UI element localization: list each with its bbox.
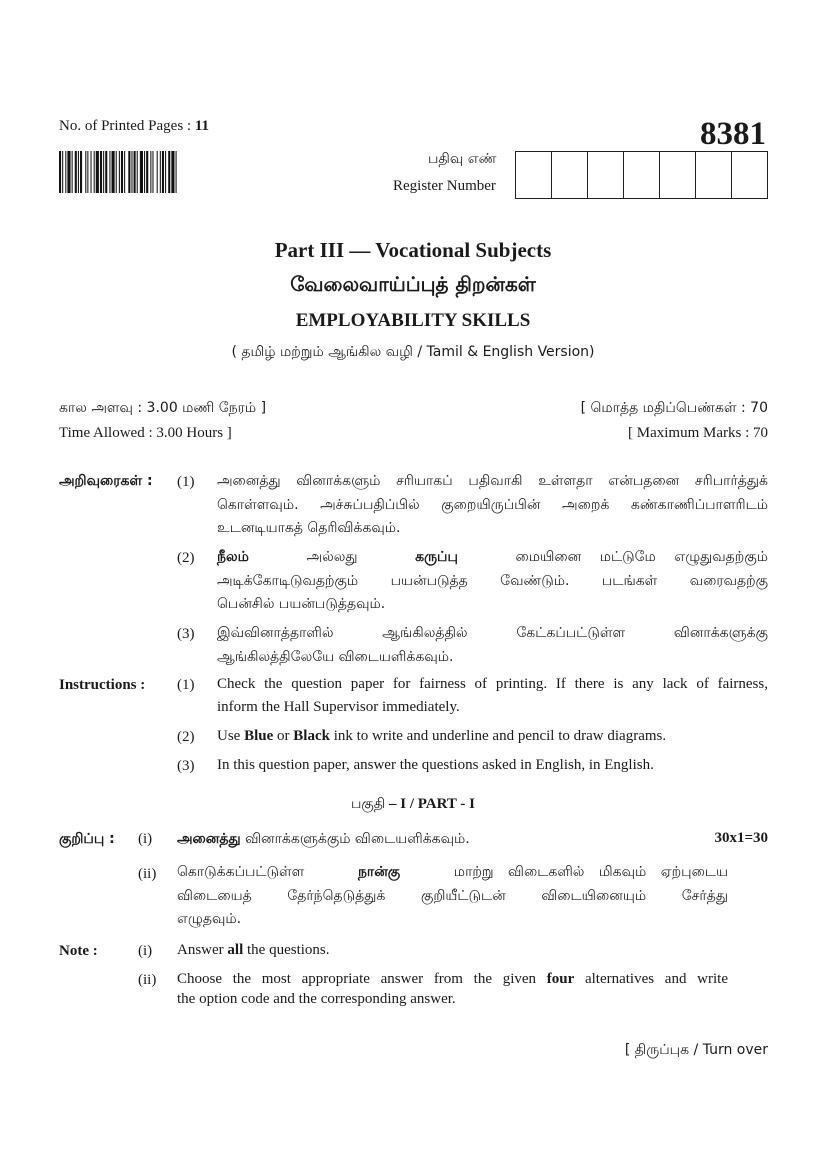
barcode-bar (140, 151, 143, 193)
barcode-bar (121, 151, 123, 193)
barcode-bar (103, 151, 104, 193)
barcode-bar (157, 151, 158, 193)
register-digit-box[interactable] (588, 152, 624, 198)
barcode-image (59, 151, 257, 193)
note-english-2: Choose the most appropriate answer from the given four alternatives and write the option code and the corresponding answer. (177, 971, 728, 1007)
barcode-bar (168, 151, 170, 193)
instruction-number: (2) (177, 550, 195, 566)
instruction-number: (1) (177, 677, 195, 693)
barcode-bar (109, 151, 110, 193)
medium-version: ( தமிழ் மற்றும் ஆங்கில வழி / Tamil & English Version) (231, 344, 595, 360)
barcode-bar (85, 151, 86, 193)
instruction-english-2: Use Blue or Black ink to write and underline and pencil to draw diagrams. (217, 728, 667, 744)
instruction-tamil-1: அனைத்து வினாக்களும் சரியாகப் பதிவாகி உள்ளதா என்பதனை சரிபார்த்துக் கொள்ளவும். அச்சுப்பதிப்பில் குறையிருப்பின் அறைக் கண்காணிப்பாளரிடம் உடனடியாகத் தெரிவிக்கவும். (217, 473, 768, 536)
printed-pages-count: No. of Printed Pages : 11 (59, 118, 210, 134)
barcode-bar (176, 151, 177, 193)
barcode-bar (137, 151, 138, 193)
register-digit-box[interactable] (696, 152, 732, 198)
barcode-bar (171, 151, 174, 193)
instructions-label-tamil: அறிவுரைகள் : (59, 473, 153, 489)
register-number-boxes (515, 151, 768, 199)
barcode-bar (152, 151, 153, 193)
part-heading: பகுதி – I / PART - I (350, 796, 475, 812)
time-allowed-tamil: கால அளவு : 3.00 மணி நேரம் ] (59, 400, 267, 416)
barcode-bar (100, 151, 102, 193)
register-label-english: Register Number (393, 178, 496, 194)
paper-code: 8381 (700, 116, 766, 152)
note-number: (i) (138, 943, 153, 959)
instruction-tamil-3: இவ்வினாத்தாளில் ஆங்கிலத்தில் கேட்கப்பட்டுள்ள வினாக்களுக்கு ஆங்கிலத்திலேயே விடையளிக்கவும். (217, 625, 768, 665)
note-number: (ii) (138, 866, 157, 882)
max-marks-tamil: [ மொத்த மதிப்பெண்கள் : 70 (580, 400, 768, 416)
instruction-number: (1) (177, 474, 195, 490)
note-label-tamil: குறிப்பு : (59, 831, 115, 847)
barcode-bar (134, 151, 136, 193)
barcode-bar (105, 151, 107, 193)
note-number: (i) (138, 831, 153, 847)
instruction-english-1: Check the question paper for fairness of printing. If there is any lack of fairness, inform the Hall Supervisor immediately. (217, 676, 768, 715)
marks-scheme: 30x1=30 (714, 830, 768, 846)
note-english-1: Answer all the questions. (177, 942, 330, 958)
barcode-bar (59, 151, 61, 193)
register-digit-box[interactable] (624, 152, 660, 198)
turn-over-note: [ திருப்புக / Turn over (624, 1042, 768, 1058)
instructions-label-english: Instructions : (59, 677, 146, 693)
barcode-bar (62, 151, 63, 193)
max-marks-english: [ Maximum Marks : 70 (628, 425, 768, 441)
barcode-bar (91, 151, 92, 193)
note-number: (ii) (138, 972, 157, 988)
barcode-bar (144, 151, 145, 193)
instruction-number: (3) (177, 758, 195, 774)
part-title: Part III — Vocational Subjects (274, 238, 552, 262)
note-label-english: Note : (59, 943, 98, 959)
barcode-bar (128, 151, 130, 193)
time-allowed-english: Time Allowed : 3.00 Hours ] (59, 425, 232, 441)
instruction-tamil-2: நீலம் அல்லது கருப்பு மையினை மட்டுமே எழுதுவதற்கும் அடிக்கோடிடுவதற்கும் பயன்படுத்த வேண்டும். படங்கள் வரைவதற்கு பென்சில் பயன்படுத்தவும். (217, 549, 768, 612)
barcode-bar (80, 151, 82, 193)
instruction-english-3: In this question paper, answer the questions asked in English, in English. (217, 757, 654, 773)
subject-title-english: EMPLOYABILITY SKILLS (295, 310, 531, 331)
barcode-bar (146, 151, 148, 193)
barcode-bar (131, 151, 132, 193)
barcode-bar (119, 151, 120, 193)
barcode-bar (165, 151, 166, 193)
instruction-number: (3) (177, 626, 195, 642)
barcode-bar (65, 151, 66, 193)
register-digit-box[interactable] (552, 152, 588, 198)
subject-title-tamil: வேலைவாய்ப்புத் திறன்கள் (290, 272, 536, 296)
barcode-bar (87, 151, 88, 193)
barcode-bar (75, 151, 77, 193)
barcode-bar (78, 151, 79, 193)
barcode-bar (160, 151, 161, 193)
barcode-bar (116, 151, 117, 193)
note-tamil-2: கொடுக்கப்பட்டுள்ள நான்கு மாற்று விடைகளில் மிகவும் ஏற்புடைய விடையைத் தேர்ந்தெடுத்துக் குறியீட்டுடன் விடையினையும் சேர்த்து எழுதவும். (177, 864, 728, 927)
register-digit-box[interactable] (660, 152, 696, 198)
barcode-bar (94, 151, 95, 193)
register-digit-box[interactable] (516, 152, 552, 198)
barcode-bar (112, 151, 115, 193)
instruction-number: (2) (177, 729, 195, 745)
barcode-bar (124, 151, 125, 193)
barcode-bar (67, 151, 70, 193)
barcode-bar (162, 151, 164, 193)
register-digit-box[interactable] (732, 152, 767, 198)
barcode-bar (150, 151, 151, 193)
register-label-tamil: பதிவு எண் (428, 151, 497, 167)
barcode-bar (72, 151, 73, 193)
note-tamil-1: அனைத்து வினாக்களுக்கும் விடையளிக்கவும். (177, 831, 470, 847)
barcode-bar (96, 151, 99, 193)
